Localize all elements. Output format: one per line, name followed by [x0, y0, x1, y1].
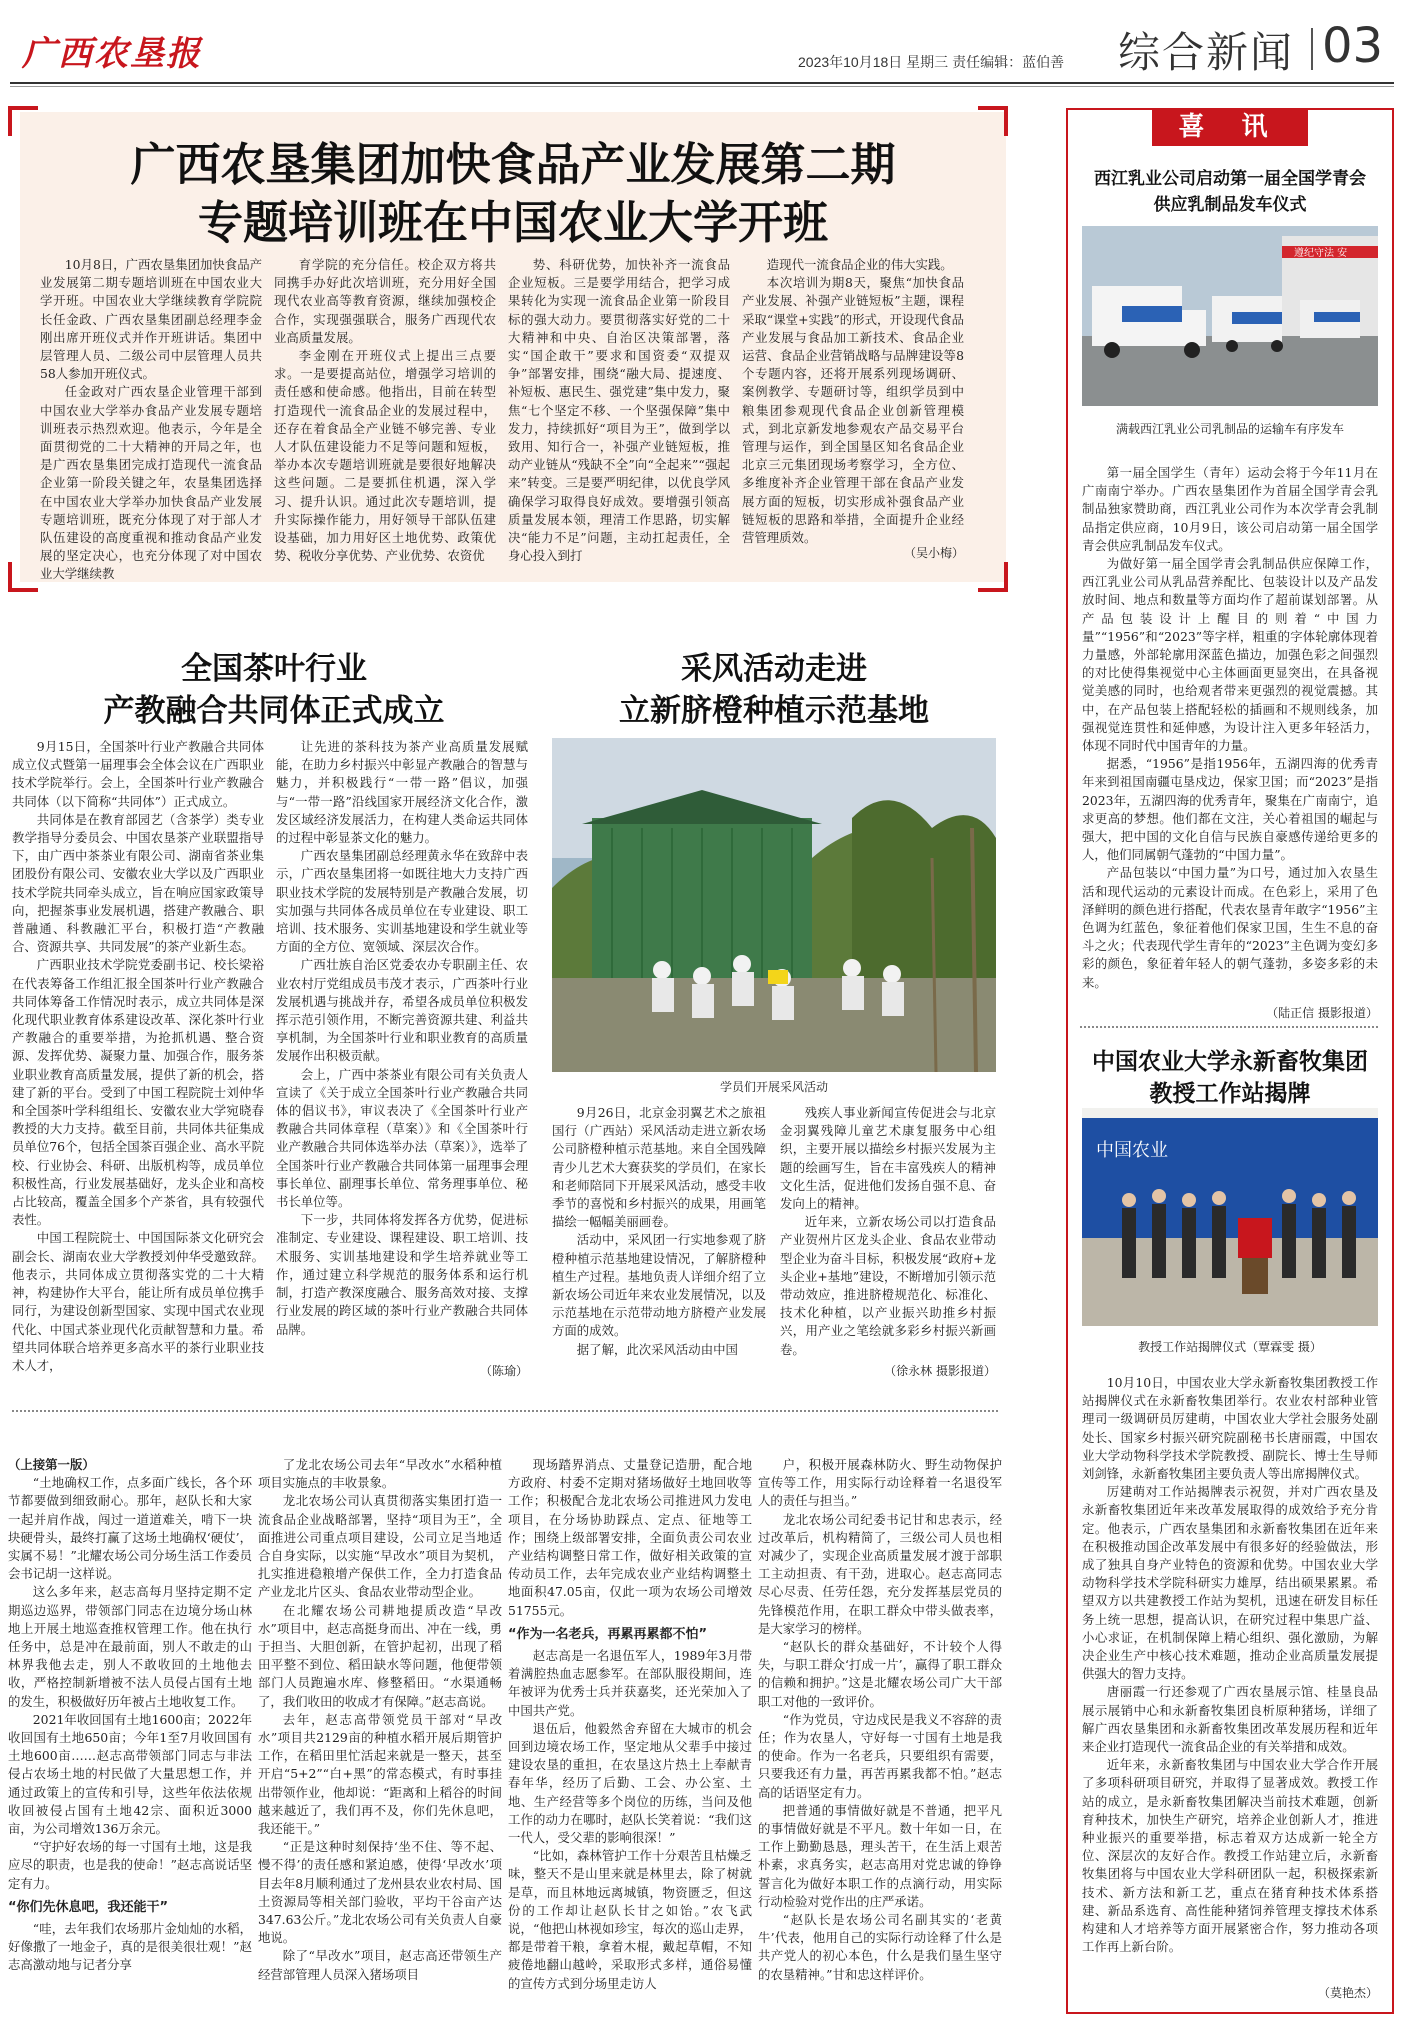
paragraph: 在北耀农场公司耕地提质改造“早改水”项目中，赵志高挺身而出、冲在一线，勇于担当、大胆创新，在管护起初，出现了稻田平整不到位、稻田缺水等问题，他便带领部门人员跑遍水库、修整稻田。“水渠通畅了，我们收田的收成才有保障。”赵志高说。 — [258, 1602, 502, 1709]
paragraph: 残疾人事业新闻宣传促进会与北京金羽翼残障儿童艺术康复服务中心组织，主要开展以描绘乡村振兴发展为主题的绘画写生，旨在丰富残疾人的精神文化生活，促进他们发扬自强不息、奋发向上的精神。 — [780, 1105, 996, 1212]
paragraph: 把普通的事情做好就是不普通，把平凡的事情做好就是不平凡。数十年如一日，在工作上勤勤恳恳，理头苦干，在生活上艰苦朴素，求真务实，赵志高用对党忠诚的铮铮誓言化为做好本职工作的点滴行动，用实际行动检验对党作出的庄严承诺。 — [758, 1802, 1002, 1909]
dairy-byline: （陆正信 摄影报道） — [1266, 1006, 1378, 1020]
paragraph: 据悉，“1956”是指1956年，五湖四海的优秀青年来到祖国南疆屯垦戍边，保家卫国；而“2023”是指2023年，五湖四海的优秀青年，聚集在广南南宁，追求更高的梦想。他们都在文注，关心着祖国的崛起与强大，把中国的文化自信与民族自豪感传递给更多的人，他们同属朝气蓬勃的“中国力量”。 — [1082, 756, 1378, 863]
paragraph: 李金刚在开班仪式上提出三点要求。一是要提高站位，增强学习培训的责任感和使命感。他指出，目前在转型打造现代一流食品企业的发展过程中，还存在着食品全产业链不够完善、专业人才队伍建设能力不足等问题和短板，举办本次专题培训班就是要很好地解决这些问题。二是要抓住机遇，深入学习、提升认识。通过此次专题培训，提升实际操作能力，用好领导干部队伍建设基础，加力用好区土地优势、政策优势、税收分享优势、产业优势、农资优 — [274, 348, 496, 564]
paragraph: “赵队长的群众基础好，不计较个人得失，与职工群众‘打成一片’，赢得了职工群众的信赖和拥护。”这是北耀农场公司广大干部职工对他的一致评价。 — [758, 1639, 1002, 1709]
paragraph: “比如，森林管护工作十分艰苦且枯燥乏味，整天不是山里来就是林里去，除了树就是草，而且林地远离城镇，物资匮乏，但这份的工作却让赵队长甘之如饴。”农飞武说，“他把山林视如珍宝，每次的巡山走界，都是带着干粮，拿着木棍，戴起草帽，不知疲倦地翻山越岭，采取形式多样，通俗易懂的宣传方式到分场里走访人 — [508, 1848, 752, 1991]
paragraph: 近年来，永新畜牧集团与中国农业大学合作开展了多项科研项目研究，并取得了显著成效。教授工作站的成立，是永新畜牧集团解决当前技术难题，创新育种技术，加快生产研究，培养企业创新人才，推进种业振兴的重要举措，标志着双方达成新一轮全方位、深层次的友好合作。教授工作站建立后，永新畜牧集团将与中国农业大学科研团队一起，积极探索新技术、新方法和新工艺，重点在猪育种技术体系搭建、新品系选育、高性能种猪饲养管理支撑技术体系构建和人才培养等方面开展紧密合作，努力推动各项工作再上新台阶。 — [1082, 1757, 1378, 1955]
banner-text: 中国农业 — [1096, 1140, 1168, 1161]
dairy-caption: 满载西江乳业公司乳制品的运输车有序发车 — [1115, 422, 1344, 436]
lead-col-4 — [742, 256, 964, 546]
lead-headline-line1: 广西农垦集团加快食品产业发展第二期 — [130, 138, 896, 191]
sidebar-separator — [1080, 1026, 1378, 1028]
paragraph: 除了“早改水”项目，赵志高还带领生产经营部管理人员深入猪场项目 — [258, 1948, 502, 1982]
station-byline: （莫艳杰） — [1317, 1986, 1378, 2000]
lead-headline — [20, 136, 1006, 252]
paragraph: 现场踏界消点、丈量登记造册，配合地方政府、村委不定期对猪场做好土地回收等工作；积极配合龙北农场公司推进风力发电项目，在分场协助踩点、定点、征地等工作；围绕上级部署安排，全面负责公司农业产业结构调整日常工作，做好相关政策的宣传动员工作，去年完成农业产业结构调整土地面积47.05亩，仅此一项为农场公司增效51755元。 — [508, 1457, 752, 1618]
paragraph: 据了解，此次采风活动由中国 — [576, 1341, 738, 1357]
paragraph: 2021年收回国有土地1600亩；2022年收回国有土地650亩；今年1至7月收回国有土地600亩……赵志高带领部门同志与非法侵占农场土地的村民做了大量思想工作，并通过政策上的宣传和引导，这些年依法依规收回被侵占国有土地42宗、面积近3000亩，为公司增效136万余元。 — [8, 1711, 252, 1837]
tea-headline-line1: 全国茶叶行业 — [181, 651, 367, 687]
paragraph: 10月10日，中国农业大学永新畜牧集团教授工作站揭牌仪式在永新畜牧集团举行。农业农村部种业管理司一级调研员厉建萌，中国农业大学社会服务处副处长、国家乡村振兴研究院副秘书长唐丽霞，中国农业大学动物科学技术学院教授、副院长、博士生导师刘剑锋，永新畜牧集团主要负责人等出席揭牌仪式。 — [1082, 1375, 1378, 1482]
paragraph: 厉建萌对工作站揭牌表示祝贺，并对广西农垦及永新畜牧集团近年来改革发展取得的成效给予充分肯定。他表示，广西农垦集团和永新畜牧集团在近年来在积极推动国企改革发展中有很多好的经验做法，形成了独具自身产业特色的资源和优势。中国农业大学动物科学技术学院科研实力雄厚，结出硕果累累。希望双方以共建教授工作站为契机，迅速在研发目标任务上统一思想，提高认识，在研究过程中集思广益、小心求证，在机制保障上精心组织、强化激励，为解决企业生产中核心技术难题，推动企业高质量发展提供强大的智力支持。 — [1082, 1484, 1378, 1682]
paragraph: 广西农垦集团副总经理黄永华在致辞中表示，广西农垦集团将一如既往地大力支持广西职业技术学院的发展特别是产教融合发展，切实加强与共同体各成员单位在专业建设、职工培训、技术服务、实训基地建设和学生就业等方面的全方位、宽领域、深层次合作。 — [276, 848, 528, 955]
caifeng-photo — [552, 738, 996, 1072]
paragraph: “赵队长是农场公司名副其实的‘老黄牛’代表，他用自己的实际行动诠释了什么是共产党人的初心本色，什么是我们垦生坚守的农垦精神。”甘和忠这样评价。 — [758, 1912, 1002, 1982]
paragraph: 9月26日，北京金羽翼艺术之旅祖国行（广西站）采风活动走进立新农场公司脐橙种植示范基地。来自全国残障青少儿艺术大赛获奖的学员们，在家长和老师陪同下开展采风活动，感受丰收季节的喜悦和乡村振兴的成果，用画笔描绘一幅幅美丽画卷。 — [552, 1105, 766, 1230]
continued-col-1b-text — [8, 1920, 252, 1975]
paragraph: 让先进的茶科技为茶产业高质量发展赋能，在助力乡村振兴中彰显产教融合的智慧与魅力，并积极践行“一带一路”倡议，加强与“一带一路”沿线国家开展经济文化合作，激发区域经济发展活力，在构建人类命运共同体的过程中彰显茶文化的魅力。 — [276, 739, 528, 846]
paragraph: 共同体是在教育部园艺（含茶学）类专业教学指导分委员会、中国农垦茶产业联盟指导下，由广西中茶茶业有限公司、湖南省茶业集团股份有限公司、安徽农业大学以及广西职业技术学院共同牵头成立，旨在响应国家政策导向，把握茶事业发展机遇，搭建产教融合、职普融通、科教融汇平台，积极打造“产教融合、资源共享、共同发展”的茶产业新生态。 — [12, 811, 264, 955]
paragraph: 势、科研优势，加快补齐一流食品企业短板。三是要学用结合，把学习成果转化为实现一流食品企业第一阶段目标的强大动力。要贯彻落实好党的二十大精神和中央、自治区决策部署，落实“国企敢干”要求和国资委“双提双争”部署安排，围绕“融大局、提速度、补短板、惠民生、强党建”集中发力，聚焦“七个坚定不移、一个坚强保障”集中发力，持续抓好“项目为王”，做到学以致用、知行合一，补强产业链短板，推动产业链从“残缺不全”向“全起来”“强起来”转变。三是要严明纪律，以优良学风确保学习取得良好成效。要增强引领高质量发展本领，理清工作思路，切实解决“能力不足”问题，主动扛起责任，全身心投入到打 — [508, 257, 730, 564]
paragraph: 第一届全国学生（青年）运动会将于今年11月在广南南宁举办。广西农垦集团作为首届全国学青会乳制品独家赞助商，西江乳业公司作为本次学青会乳制品指定供应商，10月9日，该公司启动第一届全国学青会供应乳制品发车仪式。 — [1082, 465, 1378, 553]
paragraph: “正是这种时刻保持‘坐不住、等不起、慢不得’的责任感和紧迫感，使得‘早改水’项目去年8月顺利通过了龙州县农业农村局、国土资源局等相关部门验收，平均干谷亩产达347.63公斤。”龙北农场公司有关负责人自豪地说。 — [258, 1839, 502, 1946]
caifeng-byline: （徐永林 摄影报道） — [884, 1364, 996, 1378]
station-caption: 教授工作站揭牌仪式（覃霖雯 摄） — [1138, 1340, 1322, 1354]
paragraph: 为做好第一届全国学青会乳制品供应保障工作，西江乳业公司从乳品营养配比、包装设计以及产品发放时间、地点和数量等方面均作了超前谋划部署。从产品包装设计上醒目的则着“中国力量”“1956”和“2023”等字样，粗重的字体轮廓体现着力量感，外部轮廓用深蓝色描边，加强色彩之间强烈的对比使得集视觉中心主体画面更显突出，在具备视觉美感的同时，也给观者带来更强烈的视觉震撼。其中，在产品包装上搭配轻松的插画和不规则线条，加强视觉连贯性和延伸感，为设计注入更多年轻活力，体现不同时代中国青年的力量。 — [1082, 556, 1378, 754]
caifeng-col-2 — [780, 1104, 996, 1364]
continued-col-3 — [508, 1456, 752, 2012]
paragraph: 广西职业技术学院党委副书记、校长梁裕在代表筹备工作组汇报全国茶叶行业产教融合共同体筹备工作情况时表示，成立共同体是深化现代职业教育体系建设改革、深化茶叶行业产教融合的重要举措，为抢抓机遇、整合资源、发挥优势、凝聚力量、加强合作，服务茶业职业教育高质量发展，提供了新的机会，搭建了新的平台。受到了中国工程院院士刘仲华和全国茶叶学科组组长、安徽农业大学宛晓春教授的大力支持。截至目前，共同体共征集成员单位76个，包括全国茶百强企业、高水平院校、行业协会、科研、出版机构等，成员单位积极性高，行业发展基础好，龙头企业和高校占比较高，覆盖全国多个产茶省，具有较强代表性。 — [12, 957, 264, 1228]
caifeng-headline-line2: 立新脐橙种植示范基地 — [619, 693, 929, 729]
station-photo — [1082, 1108, 1378, 1326]
paragraph: “哇，去年我们农场那片金灿灿的水稻，好像撒了一地金子，真的是很美很壮观！”赵志高激动地与记者分享 — [8, 1921, 252, 1973]
station-headline — [1072, 1046, 1388, 1110]
tea-headline — [20, 648, 528, 732]
paragraph: 任金政对广西农垦企业管理干部到中国农业大学举办食品产业发展专题培训班表示热烈欢迎。他表示，今年是全面贯彻党的二十大精神的开局之年，也是广西农垦集团完成打造现代一流食品企业第一阶段关键之年，农垦集团选择在中国农业大学举办加快食品产业发展专题培训班，既充分体现了对于部人才队伍建设的高度重视和推动食品产业发展的坚定决心，也充分体现了对中国农业大学继续教 — [40, 384, 262, 582]
paragraph: 近年来，立新农场公司以打造食品产业贺州片区龙头企业、食品农业带动型企业为奋斗目标，积极发展“政府+龙头企业+基地”建设，不断增加引领示范带动效应，推进脐橙规范化、标准化、技术化种植，以产业振兴助推乡村振兴，用产业之笔绘就多彩乡村振兴新画卷。 — [780, 1214, 996, 1357]
tea-col-1 — [12, 738, 264, 1378]
paragraph: 下一步，共同体将发挥各方优势，促进标准制定、专业建设、课程建设、职工培训、技术服务、实训基地建设和学生培养就业等工作，通过建立科学规范的服务体系和运行机制，打造产教深度融合、服务高效对接、支撑行业发展的跨区域的茶叶行业产教融合共同体品牌。 — [276, 1212, 528, 1337]
lead-byline: （吴小梅） — [903, 546, 964, 560]
continued-col-1 — [8, 1456, 252, 2012]
station-text — [1082, 1374, 1378, 1984]
paragraph: 这么多年来，赵志高每月坚持定期不定期巡边巡界，带领部门同志在边境分场山林地上开展土地巡查推权管理工作。他在执行任务中，总是冲在最前面，别人不敢走的山林界我他去走，别人不敢收回的土地他去收，严格控制新增被不法人员侵占国有土地的发生，积极做好历年被占土地收复工作。 — [8, 1584, 252, 1709]
station-headline-line1: 中国农业大学永新畜牧集团 — [1092, 1049, 1368, 1075]
lead-col-1 — [40, 256, 262, 582]
dairy-headline — [1072, 166, 1388, 218]
paragraph: 了龙北农场公司去年“早改水”水稻种植项目实施点的丰收景象。 — [258, 1457, 502, 1491]
paragraph: 赵志高是一名退伍军人，1989年3月带着满腔热血志愿参军。在部队服役期间，连年被评为优秀士兵并获嘉奖，还光荣加入了中国共产党。 — [508, 1648, 752, 1718]
paragraph: 10月8日，广西农垦集团加快食品产业发展第二期专题培训班在中国农业大学开班。中国农业大学继续教育学院院长任金政、广西农垦集团副总经理李金刚出席开班仪式并作开班讲话。集团中层管理人员、二级公司中层管理人员共58人参加开班仪式。 — [40, 257, 262, 382]
paragraph: 活动中，采风团一行实地参观了脐橙种植示范基地建设情况，了解脐橙种植生产过程。基地负责人详细介绍了立新农场公司近年来农业发展情况，以及示范基地在示范带动地方脐橙产业发展方面的成效。 — [552, 1232, 766, 1339]
caifeng-caption: 学员们开展采风活动 — [719, 1080, 828, 1094]
tea-headline-line2: 产教融合共同体正式成立 — [103, 693, 445, 729]
dairy-headline-line1: 西江乳业公司启动第一届全国学青会 — [1094, 169, 1366, 189]
paragraph: 龙北农场公司认真贯彻落实集团打造一流食品企业战略部署，坚持“项目为王”，全面推进公司重点项目建设，公司立足当地适合自身实际，以实施“早改水”项目为契机，扎实推进稳粮增产保供工作，全力打造食品产业龙北片区头、食品农业带动型企业。 — [258, 1493, 502, 1600]
paragraph: “土地确权工作，点多面广线长，各个环节都要做到细致耐心。那年，赵队长和大家一起并肩作战，闯过一道道难关，啃下一块块硬骨头，最终打赢了这场土地确权‘硬仗’，实属不易！”北耀农场公司分场生活工作委员会书记胡一这样说。 — [8, 1475, 252, 1582]
date-line: 2023年10月18日 星期三 责任编辑：蓝伯善 — [798, 54, 1065, 70]
tea-byline: （陈瑜） — [479, 1364, 528, 1378]
paragraph: 退伍后，他毅然舍弃留在大城市的机会回到边境农场工作，坚定地从父辈手中接过建设农垦的重担，在农垦这片热土上奉献青春年华，经历了后勤、工会、办公室、土地、生产经营等多个岗位的历练，当问及他工作的动力在哪时，赵队长笑着说：“我们这一代人，受父辈的影响很深！” — [508, 1720, 752, 1846]
paragraph: 造现代一流食品企业的伟大实践。 — [766, 257, 953, 272]
section-separator — [12, 1410, 998, 1412]
caifeng-col-1 — [552, 1104, 766, 1380]
header-divider — [1311, 28, 1313, 70]
paragraph: 户，积极开展森林防火、野生动物保护宣传等工作，用实际行动诠释着一名退役军人的责任与担当。” — [758, 1457, 1002, 1509]
corner-mark — [8, 562, 38, 592]
dairy-photo — [1082, 226, 1378, 406]
continued-col-1-text — [8, 1474, 252, 1893]
paragraph: 本次培训为期8天，聚焦“加快食品产业发展、补强产业链短板”主题，课程采取“课堂+实践”的形式，开设现代食品产业发展与食品加工新技术、食品企业运营、食品企业营销战略与品牌建设等8个专题内容，还将开展系列现场调研、案例教学、专题研讨等，组织学员到中粮集团参观现代食品企业创新管理模式，到北京新发地参观农产品交易平台管理与运作，到全国垦区知名食品企业北京三元集团现场考察学习，全方位、多维度补齐企业管理干部在食品产业发展方面的短板，切实形成补强食品产业链短板的思路和举措，全面提升企业经营管理质效。 — [742, 275, 964, 546]
caifeng-headline — [548, 648, 1000, 732]
continued-col-3-text-b — [508, 1647, 752, 1993]
paragraph: 中国工程院院士、中国国际茶文化研究会副会长、湖南农业大学教授刘仲华受邀致辞。他表示，共同体成立贯彻落实党的二十大精神，构建协作大平台，能让所有成员单位携手同行，为建设创新型国家、实现中国式农业现代化、中国式茶业现代化贡献智慧和力量。希望共同体联合培养更多高水平的茶行业职业技术人才， — [12, 1230, 264, 1373]
corner-mark — [8, 106, 38, 136]
paragraph: “守护好农场的每一寸国有土地，这是我应尽的职责，也是我的使命！”赵志高说话坚定有力。 — [8, 1839, 252, 1891]
newspaper-logo: 广西农垦报 — [22, 34, 202, 74]
paragraph: 产品包装以“中国力量”为口号，通过加入农垦生活和现代运动的元素设计而成。在色彩上，采用了色泽鲜明的颜色进行搭配，代表农垦青年敢字“1956”主色调为红蓝色，象征着他们保家卫国，生生不息的奋斗之火；代表现代学生青年的“2023”主色调为变幻多彩的颜色，象征着年轻人的朝气蓬勃，多姿多彩的未来。 — [1082, 865, 1378, 990]
lead-headline-line2: 专题培训班在中国农业大学开班 — [197, 196, 828, 249]
continued-tag: （上接第一版） — [8, 1457, 95, 1472]
dairy-headline-line2: 供应乳制品发车仪式 — [1153, 195, 1307, 215]
corner-mark — [978, 562, 1008, 592]
paragraph: 育学院的充分信任。校企双方将共同携手办好此次培训班，充分用好全国现代农业高等教育资源，继续加强校企合作，实现强强联合，服务广西现代农业高质量发展。 — [274, 257, 496, 345]
dairy-text — [1082, 464, 1378, 1004]
paragraph: 9月15日，全国茶叶行业产教融合共同体成立仪式暨第一届理事会全体会议在广西职业技术学院举行。会上，全国茶叶行业产教融合共同体（以下简称“共同体”）正式成立。 — [12, 739, 264, 809]
paragraph: 会上，广西中茶茶业有限公司有关负责人宣读了《关于成立全国茶叶行业产教融合共同体的倡议书》，审议表决了《全国茶叶行业产教融合共同体章程（草案）》和《全国茶叶行业产教融合共同体选举办法（草案）》，选举了全国茶叶行业产教融合共同体第一届理事会理事长单位、副理事长单位、常务理事单位、秘书长单位等。 — [276, 1066, 528, 1210]
lead-col-2 — [274, 256, 496, 564]
paragraph: “作为党员，守边戍民是我义不容辞的责任；作为农垦人，守好每一寸国有土地是我的使命。作为一名老兵，只要组织有需要，只要我还有力量，再苦再累我都不怕。”赵志高的话语坚定有力。 — [758, 1711, 1002, 1800]
subheading-2: “作为一名老兵，再累再累都不怕” — [508, 1626, 708, 1642]
caifeng-headline-line1: 采风活动走进 — [681, 651, 867, 687]
station-headline-line2: 教授工作站揭牌 — [1149, 1081, 1311, 1107]
good-news-badge: 喜 讯 — [1152, 108, 1308, 146]
lead-col-3 — [508, 256, 730, 564]
truck-slogan: 遵纪守法 安 — [1294, 248, 1348, 259]
continued-col-2 — [258, 1456, 502, 2012]
continued-col-3-text-a — [508, 1456, 752, 1620]
paragraph: 唐丽霞一行还参观了广西农垦展示馆、桂垦良品展示展销中心和永新畜牧集团良析原种猪场，详细了解广西农垦集团和永新畜牧集团改革发展历程和近年来企业打造现代一流食品企业的有关举措和成效。 — [1082, 1684, 1378, 1755]
section-name: 综合新闻 — [1118, 28, 1295, 77]
subheading-1: “你们先休息吧，我还能干” — [8, 1899, 169, 1915]
tea-col-2 — [276, 738, 528, 1358]
paragraph: 广西壮族自治区党委农办专职副主任、农业农村厅党组成员韦茂才表示，广西茶叶行业发展机遇与挑战并存，希望各成员单位积极发挥示范引领作用，不断完善资源共建、利益共享机制，为全国茶叶行业和职业教育的高质量发展作出积极贡献。 — [276, 957, 528, 1064]
paragraph: 龙北农场公司纪委书记甘和忠表示，经过改革后，机构精简了，三级公司人员也相对减少了，实现企业高质量发展才渡于部职工主动担责、有干劲，进取心。赵志高同志尽心尽责、任劳任怨，充分发挥基层党员的先锋模范作用，在职工群众中带头做表率，是大家学习的榜样。 — [758, 1511, 1002, 1636]
continued-col-4 — [758, 1456, 1002, 2012]
paragraph: 去年，赵志高带领党员干部对“早改水”项目共2129亩的种植水稻开展后期管护工作，在稻田里忙活起来就是一整天，甚至开启“5+2”“白+黑”的常态模式，有时事挂出带领作业，他却说：“距离和上稻谷的时间越来越近了，我们再不及，你们先休息吧，我还能干。” — [258, 1711, 502, 1837]
corner-mark — [978, 106, 1008, 136]
page-number: 03 — [1322, 18, 1384, 74]
header-rule — [10, 82, 1394, 84]
header-rule-thin — [10, 86, 1394, 87]
